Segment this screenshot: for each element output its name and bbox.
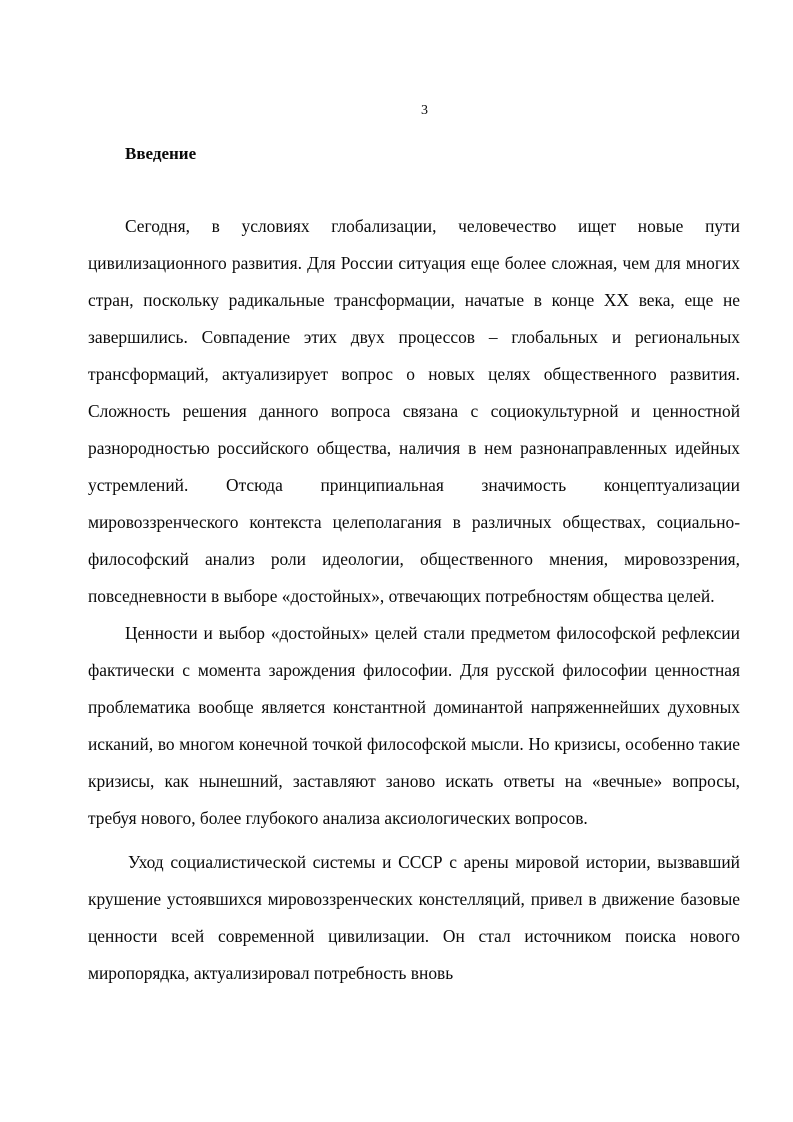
section-heading: Введение: [125, 144, 197, 163]
page-number: 3: [421, 103, 428, 118]
paragraph-2: Ценности и выбор «достойных» целей стали предметом философской рефлексии фактически с момента зарождения философии. Для русской философии ценностная проблематика вообще является константной доминантой напряженнейших духовных исканий, во многом конечной точкой философской мысли. Но кризисы, особенно такие кризисы, как нынешний, заставляют заново искать ответы на «вечные» вопросы, требуя нового, более глубокого анализа аксиологических вопросов.: [88, 623, 740, 828]
paragraph-3: Уход социалистической системы и СССР с арены мировой истории, вызвавший крушение устоявшихся мировоззренческих констелляций, привел в движение базовые ценности всей современной цивилизации. Он стал источником поиска нового миропорядка, актуализировал потребность вновь: [88, 852, 740, 983]
body-text: [88, 208, 740, 992]
paragraph-1: Сегодня, в условиях глобализации, человечество ищет новые пути цивилизационного развития. Для России ситуация еще более сложная, чем для многих стран, поскольку радикальные трансформации, начатые в конце XX века, еще не завершились. Совпадение этих двух процессов – глобальных и региональных трансформаций, актуализирует вопрос о новых целях общественного развития. Сложность решения данного вопроса связана с социокультурной и ценностной разнородностью российского общества, наличия в нем разнонаправленных идейных устремлений. Отсюда принципиальная значимость концептуализации мировоззренческого контекста целеполагания в различных обществах, социально-философский анализ роли идеологии, общественного мнения, мировоззрения, повседневности в выборе «достойных», отвечающих потребностям общества целей.: [88, 216, 740, 606]
